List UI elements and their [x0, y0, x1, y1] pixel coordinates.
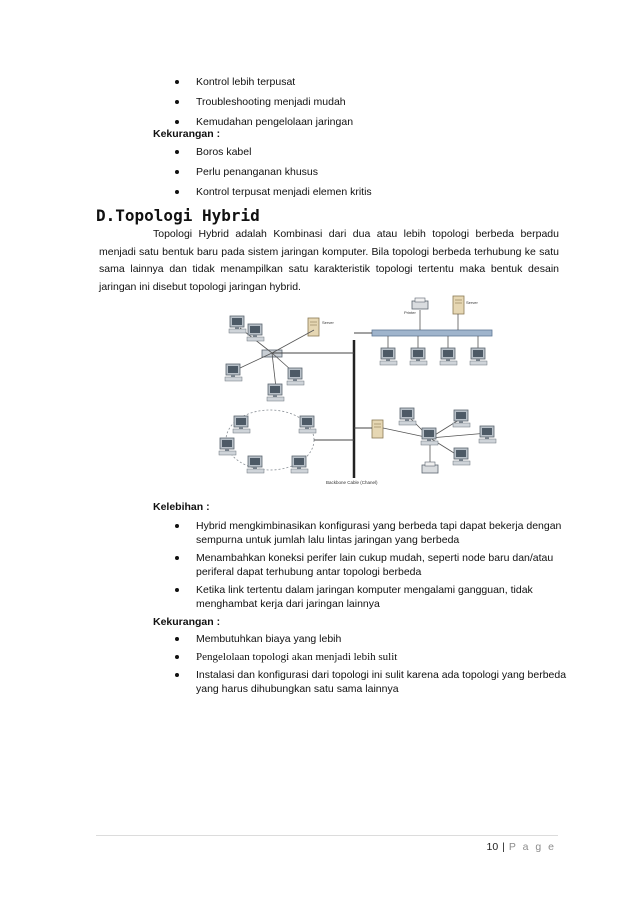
page-word: P a g e	[508, 841, 556, 853]
computer-icon	[453, 448, 470, 465]
computer-icon	[247, 456, 264, 473]
bullet-icon	[175, 524, 179, 528]
footer-separator: |	[502, 841, 505, 853]
bullet-icon	[175, 655, 179, 659]
section-paragraph: Topologi Hybrid adalah Kombinasi dari dua atau lebih topologi berbeda berpadu menjadi satu bentuk baru pada sistem jaringan komputer. Bila topologi berbeda terhubung ke satu sama lainnya dan tidak menampilkan satu karakteristik topologi tertentu maka bentuk desain jaringan ini disebut topologi jaringan hybrid.	[99, 228, 559, 293]
list-item: Troubleshooting menjadi mudah	[172, 95, 502, 109]
bullet-icon	[175, 80, 179, 84]
computer-icon	[299, 416, 316, 433]
printer-label: Printer	[404, 310, 416, 315]
computer-icon	[421, 428, 438, 445]
list-item: Hybrid mengkimbinasikan konfigurasi yang berbeda tapi dapat bekerja dengan sempurna untuk jumlah lalu lintas jaringan yang berbeda	[172, 519, 572, 547]
server-icon	[372, 420, 383, 438]
printer-icon	[422, 462, 438, 473]
disadvantages-list	[172, 632, 572, 696]
list-item: Membutuhkan biaya yang lebih	[172, 632, 572, 646]
computer-icon	[229, 316, 246, 333]
section-heading: D.Topologi Hybrid	[96, 206, 260, 225]
bullet-icon	[175, 556, 179, 560]
computer-icon	[470, 348, 487, 365]
list-item: Instalasi dan konfigurasi dari topologi ini sulit karena ada topologi yang berbeda yang harus dihubungkan satu sama lainnya	[172, 668, 572, 696]
advantages-list-previous	[172, 75, 502, 129]
computer-icon	[291, 456, 308, 473]
computer-icon	[399, 408, 416, 425]
computer-icon	[287, 368, 304, 385]
server-icon	[453, 296, 464, 314]
list-item: Perlu penanganan khusus	[172, 165, 502, 179]
computer-icon	[225, 364, 242, 381]
bullet-icon	[175, 150, 179, 154]
computer-icon	[380, 348, 397, 365]
bullet-icon	[175, 190, 179, 194]
kelebihan-label: Kelebihan :	[153, 501, 210, 513]
bullet-icon	[175, 637, 179, 641]
computer-icon	[453, 410, 470, 427]
kekurangan-label: Kekurangan :	[153, 616, 221, 628]
page-footer	[486, 841, 556, 853]
server-label-left: Server	[322, 320, 334, 325]
list-item: Ketika link tertentu dalam jaringan komputer mengalami gangguan, tidak menghambat kerja dari jaringan lainnya	[172, 583, 572, 611]
computer-icon	[247, 324, 264, 341]
computer-icon	[219, 438, 236, 455]
footer-divider	[96, 835, 558, 836]
list-item: Pengelolaan topologi akan menjadi lebih sulit	[172, 650, 572, 664]
bullet-icon	[175, 170, 179, 174]
bullet-icon	[175, 120, 179, 124]
list-item: Boros kabel	[172, 145, 502, 159]
page-number: 10	[486, 841, 499, 853]
computer-icon	[233, 416, 250, 433]
list-item: Kontrol lebih terpusat	[172, 75, 502, 89]
disadvantages-list-previous	[172, 145, 502, 199]
bullet-icon	[175, 588, 179, 592]
bullet-icon	[175, 100, 179, 104]
computer-icon	[410, 348, 427, 365]
bullet-icon	[175, 673, 179, 677]
kekurangan-label-previous: Kekurangan :	[153, 128, 221, 140]
list-item: Kontrol terpusat menjadi elemen kritis	[172, 185, 502, 199]
list-item: Menambahkan koneksi perifer lain cukup mudah, seperti node baru dan/atau periferal dapat terhubung antar topologi berbeda	[172, 551, 572, 579]
bus-cable	[372, 330, 492, 336]
computer-icon	[479, 426, 496, 443]
computer-icon	[267, 384, 284, 401]
server-label-right: Server	[466, 300, 478, 305]
backbone-label: Backbone Cable (Chanel)	[326, 480, 378, 485]
advantages-list	[172, 519, 572, 611]
computer-icon	[440, 348, 457, 365]
hybrid-topology-diagram	[200, 288, 510, 493]
printer-icon	[412, 298, 428, 309]
server-icon	[308, 318, 319, 336]
list-item: Kemudahan pengelolaan jaringan	[172, 115, 502, 129]
